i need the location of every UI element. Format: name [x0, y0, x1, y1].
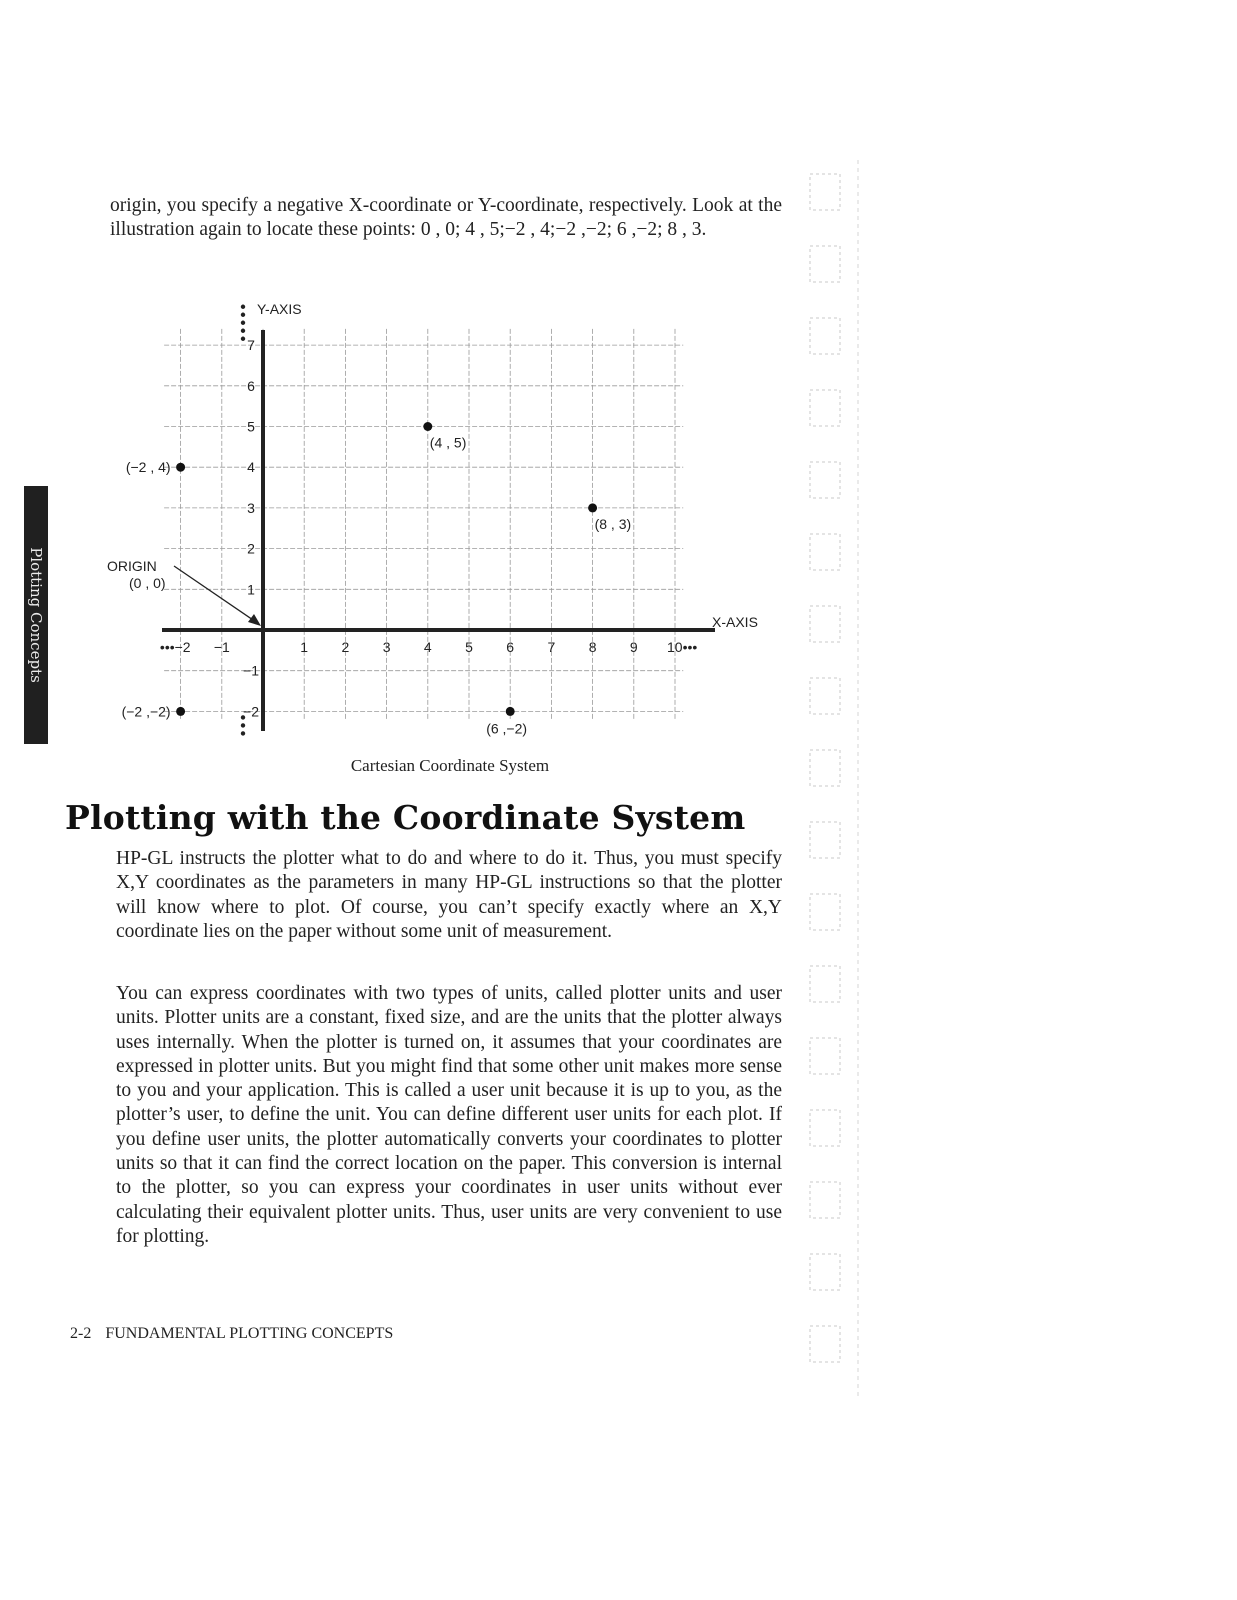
data-point-marker: [588, 503, 597, 512]
y-axis-dot: [241, 305, 245, 309]
data-point-label: (6 ,−2): [486, 720, 528, 737]
binder-box-mark: [810, 822, 840, 858]
origin-coordinate: (0 , 0): [129, 575, 166, 591]
x-tick-label: •••−2: [159, 639, 191, 655]
body-paragraph-2: You can express coordinates with two types of units, called plotter units and user units. Plotter units are a constant, fixed size, and are the units that the plotter always uses internally. When the plotter is turned on, it assumes that your coordinates are expressed in plotter units. But you might find that some other unit makes more sense to you and your application. This is called a user unit because it is up to you, as the plotter’s user, to define the unit. You can define different user units for each plot. If you define user units, the plotter automatically converts your coordinates to plotter units so that it can find the correct location on the paper. This conversion is internal to the plotter, so you can express your coordinates in user units without ever calculating their equivalent plotter units. Thus, user units are very convenient to use for plotting.: [116, 983, 782, 1247]
x-tick-label: 3: [382, 639, 391, 655]
y-tick-label: 5: [247, 418, 255, 435]
y-tick-labels: [243, 337, 259, 719]
figure-caption: Cartesian Coordinate System: [350, 756, 550, 775]
binder-box-mark: [810, 1326, 840, 1362]
binder-box-mark: [810, 678, 840, 714]
origin-arrow: [174, 566, 256, 622]
binder-box-mark: [810, 246, 840, 282]
body-paragraph-1: HP-GL instructs the plotter what to do and where to do it. Thus, you must specify X,Y coordinates as the parameters in many HP-GL instructions so that the plotter will know where to plot. Of course, you can’t specify exactly where an X,Y coordinate lies on the paper without some unit of measurement.: [116, 848, 782, 942]
page-number: 2-2: [70, 1325, 92, 1342]
x-tick-label: 2: [341, 639, 350, 655]
binder-box-mark: [810, 1254, 840, 1290]
binder-box-mark: [810, 1110, 840, 1146]
side-tab-label: Plotting Concepts: [27, 547, 45, 683]
page-footer: [70, 1325, 393, 1343]
data-point-marker: [176, 463, 185, 472]
binder-box-mark: [810, 462, 840, 498]
x-tick-label: 10•••: [667, 639, 698, 655]
binder-box-mark: [810, 750, 840, 786]
side-chapter-tab: [24, 486, 48, 744]
binder-box-mark: [810, 390, 840, 426]
cartesian-figure: [100, 296, 780, 756]
y-axis-dot: [241, 723, 245, 727]
x-axis-label: X-AXIS: [712, 614, 758, 630]
y-tick-label: 3: [247, 499, 255, 516]
binder-box-mark: [810, 894, 840, 930]
x-tick-label: 7: [547, 639, 556, 655]
data-point-label: (8 , 3): [594, 515, 632, 532]
binder-hole-marks: [800, 160, 860, 1400]
y-axis-dot: [241, 731, 245, 735]
data-point-marker: [176, 707, 185, 716]
x-tick-label: 8: [588, 639, 597, 655]
x-tick-label: 5: [465, 639, 473, 655]
binder-box-mark: [810, 318, 840, 354]
y-axis-dot: [241, 329, 245, 333]
y-axis-dot: [241, 321, 245, 325]
data-point-label: (−2 , 4): [125, 459, 171, 476]
binder-box-mark: [810, 1038, 840, 1074]
intro-paragraph: origin, you specify a negative X-coordinate or Y-coordinate, respectively. Look at the illustration again to locate these points: 0 , 0; 4 , 5;−2 , 4;−2 ,−2; 6 ,−2; 8 , 3.: [110, 195, 782, 241]
y-tick-label: 6: [247, 377, 255, 394]
x-tick-label: −1: [213, 639, 230, 655]
x-tick-label: 6: [506, 639, 515, 655]
section-heading: Plotting with the Coordinate System: [65, 798, 746, 837]
binder-box-mark: [810, 606, 840, 642]
x-tick-label: 1: [300, 639, 309, 655]
running-footer-title: FUNDAMENTAL PLOTTING CONCEPTS: [105, 1325, 394, 1342]
y-tick-label: −2: [243, 703, 259, 720]
x-tick-label: 9: [629, 639, 638, 655]
origin-label: ORIGIN: [107, 558, 157, 574]
y-axis-dot: [241, 337, 245, 341]
y-tick-label: 4: [247, 459, 255, 476]
y-tick-label: 2: [247, 540, 255, 557]
y-tick-label: 7: [247, 337, 255, 354]
data-points: [122, 422, 632, 736]
data-point-marker: [506, 707, 515, 716]
binder-box-mark: [810, 966, 840, 1002]
data-point-marker: [423, 422, 432, 431]
y-axis-label: Y-AXIS: [257, 301, 302, 317]
y-tick-label: −1: [243, 662, 259, 679]
origin-arrowhead: [248, 614, 261, 626]
binder-box-mark: [810, 1182, 840, 1218]
binder-box-mark: [810, 534, 840, 570]
x-tick-labels: [160, 639, 697, 655]
y-axis-dot: [241, 313, 245, 317]
data-point-label: (−2 ,−2): [121, 703, 171, 720]
x-tick-label: 4: [423, 639, 432, 655]
data-point-label: (4 , 5): [429, 434, 467, 451]
binder-box-mark: [810, 174, 840, 210]
y-tick-label: 1: [247, 581, 255, 598]
